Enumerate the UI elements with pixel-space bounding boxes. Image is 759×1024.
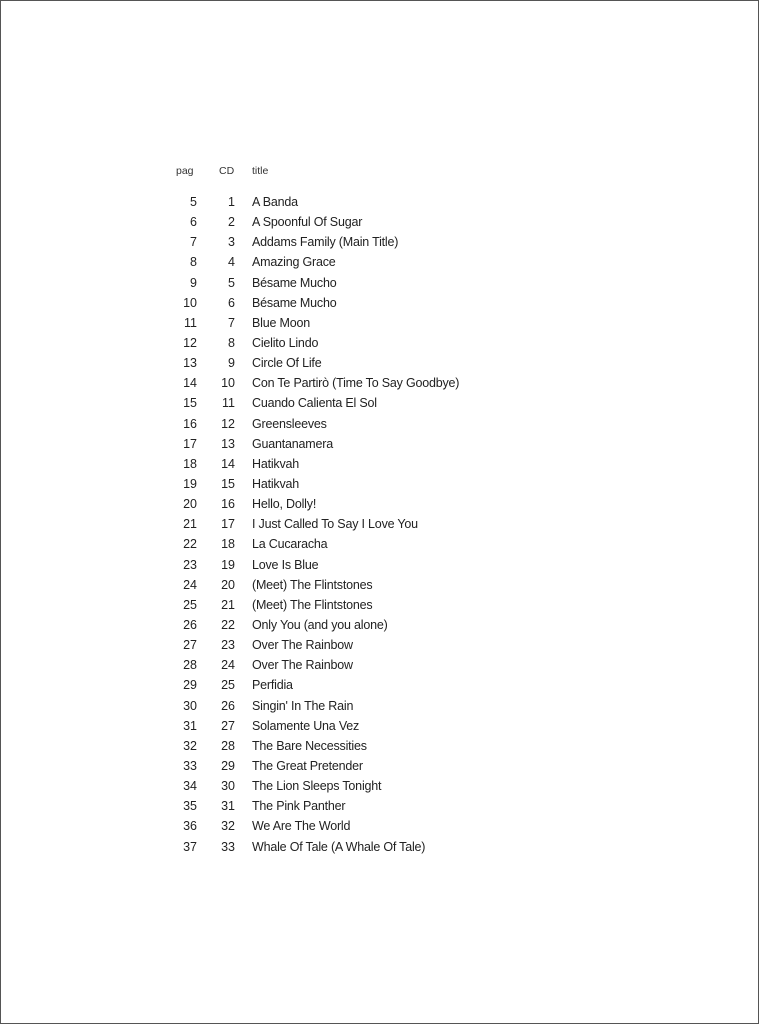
entry-page-number: 23	[183, 557, 197, 572]
entry-page-number: 12	[183, 335, 197, 350]
entry-cd-track: 17	[221, 517, 235, 532]
entry-title: Love Is Blue	[252, 557, 319, 572]
entry-cd-track: 15	[221, 476, 235, 491]
list-item	[171, 776, 591, 796]
entry-page-number: 10	[183, 295, 197, 310]
entry-page-number: 26	[183, 617, 197, 632]
entry-page-number: 30	[183, 698, 197, 713]
entry-cd-track: 14	[221, 456, 235, 471]
entry-title: Singin' In The Rain	[252, 698, 354, 713]
entry-cd-track: 24	[221, 658, 235, 673]
entry-cd-track: 20	[221, 577, 235, 592]
entry-cd-track: 21	[221, 597, 235, 612]
list-item	[171, 816, 591, 836]
entry-title: Cielito Lindo	[252, 335, 319, 350]
entry-cd-track: 4	[228, 255, 235, 270]
list-item	[171, 837, 591, 857]
entry-cd-track: 10	[221, 376, 235, 391]
entry-page-number: 18	[183, 456, 197, 471]
entry-title: Circle Of Life	[252, 356, 322, 371]
list-item	[171, 454, 591, 474]
entry-cd-track: 30	[221, 779, 235, 794]
list-item	[171, 716, 591, 736]
header-cd: CD	[219, 165, 235, 177]
entry-title: The Great Pretender	[252, 758, 363, 773]
list-item	[171, 514, 591, 534]
list-item	[171, 756, 591, 776]
entry-title: Amazing Grace	[252, 255, 336, 270]
list-item	[171, 534, 591, 554]
entry-cd-track: 6	[228, 295, 235, 310]
entry-list	[171, 192, 591, 857]
entry-page-number: 25	[183, 597, 197, 612]
list-item	[171, 353, 591, 373]
entry-page-number: 32	[183, 738, 197, 753]
entry-page-number: 6	[190, 215, 197, 230]
entry-title: The Bare Necessities	[252, 738, 367, 753]
entry-title: Cuando Calienta El Sol	[252, 396, 377, 411]
entry-page-number: 8	[190, 255, 197, 270]
entry-title: Addams Family (Main Title)	[252, 235, 399, 250]
entry-title: Solamente Una Vez	[252, 718, 360, 733]
entry-cd-track: 7	[228, 315, 235, 330]
list-item	[171, 293, 591, 313]
entry-title: Con Te Partirò (Time To Say Goodbye)	[252, 376, 460, 391]
entry-title: The Lion Sleeps Tonight	[252, 779, 382, 794]
list-item	[171, 736, 591, 756]
list-item	[171, 414, 591, 434]
list-item	[171, 212, 591, 232]
entry-page-number: 37	[183, 839, 197, 854]
list-item	[171, 373, 591, 393]
entry-cd-track: 3	[228, 235, 235, 250]
entry-cd-track: 26	[221, 698, 235, 713]
entry-cd-track: 18	[221, 537, 235, 552]
entry-page-number: 20	[183, 497, 197, 512]
list-item	[171, 313, 591, 333]
entry-cd-track: 5	[228, 275, 235, 290]
entry-page-number: 17	[183, 436, 197, 451]
entry-page-number: 27	[183, 638, 197, 653]
header-title: title	[252, 165, 269, 177]
entry-cd-track: 32	[221, 819, 235, 834]
entry-title: Hatikvah	[252, 476, 300, 491]
list-item	[171, 273, 591, 293]
entry-page-number: 5	[190, 195, 197, 209]
entry-title: La Cucaracha	[252, 537, 328, 552]
entry-cd-track: 9	[228, 356, 235, 371]
entry-page-number: 35	[183, 799, 197, 814]
entry-cd-track: 1	[228, 195, 235, 209]
entry-cd-track: 23	[221, 638, 235, 653]
entry-title: Bésame Mucho	[252, 295, 337, 310]
entry-title: A Banda	[252, 195, 298, 209]
entry-cd-track: 31	[221, 799, 235, 814]
entry-cd-track: 33	[221, 839, 235, 854]
entry-title: We Are The World	[252, 819, 351, 834]
entry-page-number: 34	[183, 779, 197, 794]
entry-page-number: 11	[184, 315, 197, 330]
column-headers	[171, 165, 591, 185]
entry-title: Only You (and you alone)	[252, 617, 388, 632]
list-item	[171, 575, 591, 595]
list-item	[171, 494, 591, 514]
entry-title: (Meet) The Flintstones	[252, 577, 373, 592]
entry-title: Perfidia	[252, 678, 293, 693]
list-item	[171, 696, 591, 716]
entry-page-number: 13	[183, 356, 197, 371]
entry-cd-track: 16	[221, 497, 235, 512]
entry-page-number: 15	[183, 396, 197, 411]
list-item	[171, 474, 591, 494]
entry-page-number: 7	[190, 235, 197, 250]
header-pag: pag	[176, 165, 194, 177]
list-item	[171, 615, 591, 635]
entry-cd-track: 19	[221, 557, 235, 572]
entry-title: Greensleeves	[252, 416, 327, 431]
entry-cd-track: 8	[228, 335, 235, 350]
entry-cd-track: 29	[221, 758, 235, 773]
list-item	[171, 252, 591, 272]
list-item	[171, 192, 591, 212]
entry-page-number: 31	[183, 718, 197, 733]
table-of-contents	[171, 165, 591, 854]
list-item	[171, 555, 591, 575]
entry-cd-track: 2	[228, 215, 235, 230]
list-item	[171, 635, 591, 655]
entry-page-number: 14	[183, 376, 197, 391]
entry-page-number: 28	[183, 658, 197, 673]
entry-title: (Meet) The Flintstones	[252, 597, 373, 612]
list-item	[171, 595, 591, 615]
list-item	[171, 675, 591, 695]
entry-title: The Pink Panther	[252, 799, 346, 814]
entry-title: Hatikvah	[252, 456, 300, 471]
entry-cd-track: 11	[222, 396, 235, 411]
entry-title: Bésame Mucho	[252, 275, 337, 290]
entry-title: Hello, Dolly!	[252, 497, 317, 512]
entry-title: I Just Called To Say I Love You	[252, 517, 418, 532]
entry-title: Blue Moon	[252, 315, 310, 330]
entry-cd-track: 28	[221, 738, 235, 753]
entry-cd-track: 25	[221, 678, 235, 693]
entry-cd-track: 22	[221, 617, 235, 632]
entry-page-number: 21	[183, 517, 197, 532]
entry-page-number: 16	[183, 416, 197, 431]
entry-page-number: 19	[183, 476, 197, 491]
entry-title: A Spoonful Of Sugar	[252, 215, 363, 230]
list-item	[171, 655, 591, 675]
list-item	[171, 434, 591, 454]
entry-page-number: 29	[183, 678, 197, 693]
list-item	[171, 796, 591, 816]
entry-title: Guantanamera	[252, 436, 333, 451]
entry-page-number: 24	[183, 577, 197, 592]
entry-title: Over The Rainbow	[252, 658, 353, 673]
list-item	[171, 232, 591, 252]
entry-title: Over The Rainbow	[252, 638, 353, 653]
entry-page-number: 36	[183, 819, 197, 834]
entry-title: Whale Of Tale (A Whale Of Tale)	[252, 839, 426, 854]
entry-page-number: 22	[183, 537, 197, 552]
list-item	[171, 333, 591, 353]
entry-page-number: 33	[183, 758, 197, 773]
entry-cd-track: 13	[221, 436, 235, 451]
entry-cd-track: 27	[221, 718, 235, 733]
list-item	[171, 393, 591, 413]
entry-page-number: 9	[190, 275, 197, 290]
entry-cd-track: 12	[221, 416, 235, 431]
